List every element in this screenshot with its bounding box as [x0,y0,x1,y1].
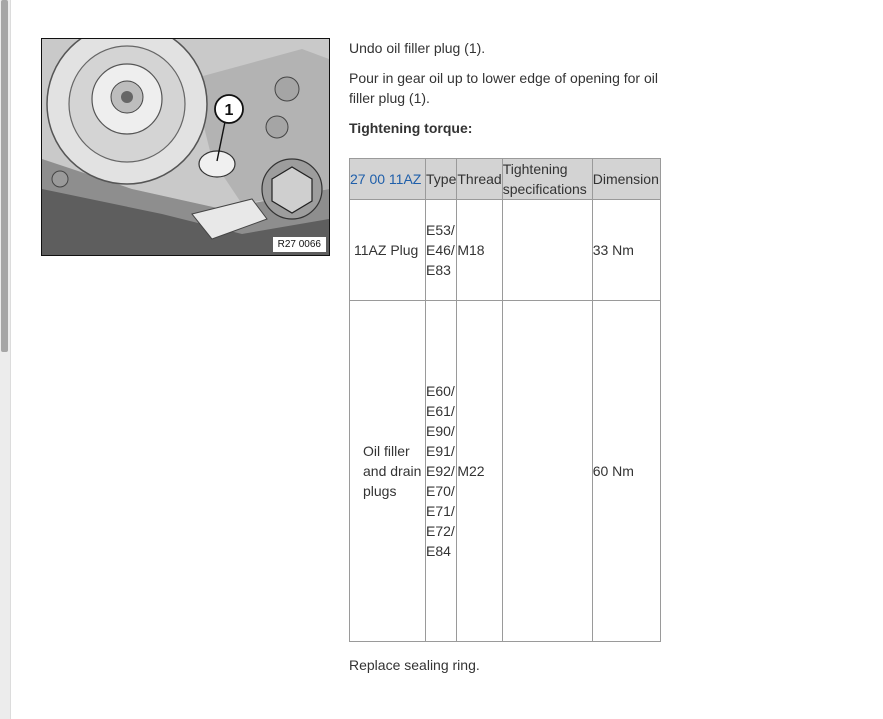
row-dimension: 33 Nm [592,200,660,301]
row-spec [502,301,592,642]
replace-sealing-note: Replace sealing ring. [349,657,480,673]
step-undo-plug: Undo oil filler plug (1). [349,40,486,56]
row-thread: M18 [457,200,502,301]
torque-table [349,158,661,642]
page-scrollbar[interactable] [0,0,11,719]
table-header-row [350,159,661,200]
thread-header: Thread [457,159,502,200]
table-row [350,200,661,301]
row-types: E53/E46/E83 [426,200,457,301]
table-row [350,301,661,642]
dimension-header: Dimension [592,159,660,200]
row-types: E60/E61/E90/E91/E92/E70/E71/E72/E84 [426,301,457,642]
row-description: Oil filler and drain plugs [350,301,426,642]
row-description: 11AZ Plug [350,200,426,301]
step-pour-oil: Pour in gear oil up to lower edge of opening for oil filler plug (1). [349,70,658,106]
oil-filler-plug-figure [41,38,330,256]
transmission-illustration [42,39,329,255]
part-number-link[interactable]: 27 00 11AZ [350,159,426,200]
row-dimension: 60 Nm [592,301,660,642]
instruction-text [349,38,669,148]
type-header: Type [426,159,457,200]
spec-header: Tightening specifications [502,159,592,200]
callout-number: 1 [224,102,234,119]
figure-code: R27 0066 [273,237,326,252]
scrollbar-thumb[interactable] [1,0,8,352]
row-spec [502,200,592,301]
row-thread: M22 [457,301,502,642]
torque-heading: Tightening torque: [349,120,473,136]
